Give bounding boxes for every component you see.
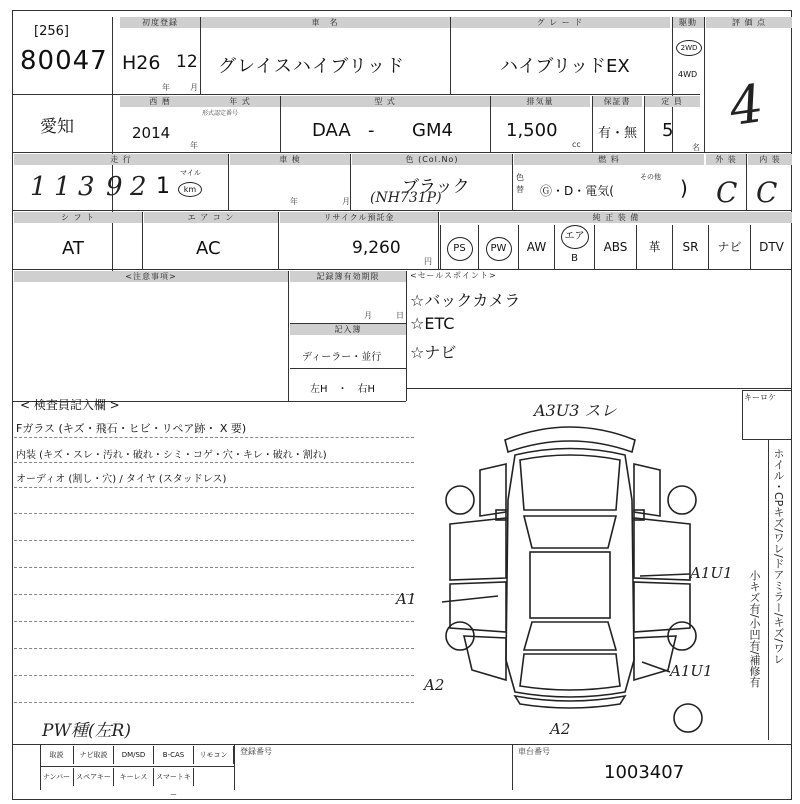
capacity: 5 xyxy=(662,120,674,141)
bottom-keyless: キーレス xyxy=(114,768,154,786)
mileage-digit-3: 3 xyxy=(78,172,95,202)
chassis-number: 1003407 xyxy=(604,762,685,783)
mileage-digit-5: 2 xyxy=(130,172,147,202)
damage-a2-bottom: A2 xyxy=(550,720,571,738)
left-front-fender xyxy=(480,464,506,516)
spare-wheel xyxy=(674,704,702,732)
mileage-digit-6: 1 xyxy=(156,174,170,199)
rule-record-2 xyxy=(290,368,406,369)
ruled-line xyxy=(14,567,414,568)
rule-bottom-mid xyxy=(40,766,234,767)
lot-bracket: [256] xyxy=(34,24,69,39)
mileage-digit-1: 1 xyxy=(30,172,47,202)
hdr-record: 記録簿有効期限 xyxy=(290,271,406,282)
equip-dtv: DTV xyxy=(750,225,792,269)
equip-pw: PW xyxy=(478,225,518,269)
damage-a1-left: A1 xyxy=(396,590,417,608)
right-rear-door xyxy=(634,582,690,632)
rule-v-drive xyxy=(704,17,705,152)
rule-v-r4b xyxy=(278,212,279,269)
ruled-line xyxy=(14,648,414,649)
rule-v-legend xyxy=(768,440,769,740)
model-prefix: DAA xyxy=(312,120,351,141)
left-rear-door xyxy=(450,582,506,632)
hdr-ac: エ ア コ ン xyxy=(144,212,278,223)
bottom-manual: 取説 xyxy=(40,746,74,764)
damage-a3u3: A3U3 スレ xyxy=(534,401,617,420)
sales-point-2: ☆ETC xyxy=(410,314,455,333)
lot-number: 80047 xyxy=(20,46,108,76)
record-dealer: ディーラー・並行 xyxy=(302,352,382,363)
hdr-exterior: 外 装 xyxy=(706,154,746,165)
key-location-label: キーロケ xyxy=(744,393,776,402)
rule-v-r5b xyxy=(406,271,407,401)
recycle-fee: 9,260 xyxy=(352,238,401,258)
rule-v-r2a xyxy=(280,96,281,152)
hdr-registration: 初度登録 xyxy=(120,17,200,28)
rule-v-bottom-a xyxy=(40,744,41,790)
ruled-line xyxy=(14,513,414,514)
equip-airbag: エアB xyxy=(554,225,594,269)
hdr-eval: 評 価 点 xyxy=(706,17,792,28)
color-name: ブラック xyxy=(402,177,470,197)
chassis-label: 車台番号 xyxy=(518,747,550,756)
hdr-inspection: 車 検 xyxy=(230,154,350,165)
wheel-front-left xyxy=(446,486,474,514)
record-steering: 左H ・ 右H xyxy=(310,384,376,395)
left-front-door xyxy=(450,518,506,580)
sales-point-3: ☆ナビ xyxy=(410,343,457,362)
bottom-spare-key: スペアキー xyxy=(74,768,114,786)
mileage-digit-2: 1 xyxy=(54,172,71,202)
fuel-close: ) xyxy=(680,176,688,200)
hdr-recycle: リサイクル預託金 xyxy=(280,212,438,223)
ruled-line xyxy=(14,702,414,703)
inspector-title: < 検査員記入欄 > xyxy=(20,398,120,412)
hdr-fuel: 燃 料 xyxy=(514,154,704,165)
inspector-line-3: オーディオ (割し・穴) / タイヤ (スタッドレス) xyxy=(16,474,227,485)
ruled-line xyxy=(14,462,414,463)
bottom-dmsd: DM/SD xyxy=(114,746,154,764)
damage-a1u1-lower: A1U1 xyxy=(670,662,713,680)
ruled-line xyxy=(14,437,414,438)
hdr-equipment: 純 正 装 備 xyxy=(440,212,792,223)
windshield xyxy=(524,516,616,548)
drive-2wd: 2WD xyxy=(676,40,702,56)
record-month: 月 xyxy=(364,311,372,320)
ruled-line xyxy=(14,675,414,676)
exterior-grade: C xyxy=(716,176,738,209)
ruled-line xyxy=(14,540,414,541)
rule-v-r3d xyxy=(746,154,747,210)
capacity-unit: 名 xyxy=(692,143,700,152)
right-front-door xyxy=(634,518,690,580)
registration-month: 12 xyxy=(176,52,198,72)
hdr-model: 型 式 xyxy=(280,96,490,107)
bottom-plate: ナンバー xyxy=(40,768,74,786)
hdr-warranty: 保証書 xyxy=(592,96,642,107)
rule-v-r2b xyxy=(490,96,491,152)
rule-row5-right xyxy=(406,388,792,389)
rule-v-reg xyxy=(200,17,201,94)
rule-row1 xyxy=(12,94,700,95)
trunk xyxy=(520,654,620,690)
registration-era: H26 xyxy=(122,52,161,74)
rule-record-1 xyxy=(290,323,406,324)
car-diagram xyxy=(420,400,720,740)
displacement: 1,500 xyxy=(506,120,558,141)
rule-row2 xyxy=(12,152,792,153)
rule-v-r5a xyxy=(288,271,289,401)
bottom-remote: リモコン xyxy=(194,746,234,764)
recycle-unit: 円 xyxy=(424,257,432,266)
hdr-car-name: 車 名 xyxy=(200,17,450,28)
equip-aw: AW xyxy=(518,225,554,269)
interior-grade: C xyxy=(756,176,778,209)
hdr-model-year: 年 式 xyxy=(200,96,280,107)
rear-window xyxy=(524,622,616,650)
bottom-smart-key: スマートキー xyxy=(154,768,194,786)
hdr-interior: 内 装 xyxy=(748,154,792,165)
record-day: 日 xyxy=(396,311,404,320)
car-name: グレイスハイブリッド xyxy=(218,56,405,77)
left-rear-fender xyxy=(464,636,506,680)
rule-v-r2c xyxy=(592,96,593,152)
body-outline xyxy=(506,449,634,698)
rule-v-r3b xyxy=(350,154,351,210)
rule-v-r3a xyxy=(228,154,229,210)
mileage-digit-4: 9 xyxy=(106,172,123,202)
hdr-drive: 駆動 xyxy=(672,17,704,28)
model-code: GM4 xyxy=(412,120,453,141)
air-conditioning: AC xyxy=(196,238,221,259)
inspection-year-unit: 年 xyxy=(290,197,298,206)
mileage-unit-km: km xyxy=(178,182,202,197)
displacement-unit: cc xyxy=(572,140,581,149)
rule-v-r4c xyxy=(438,212,439,269)
shift: AT xyxy=(62,238,84,259)
hdr-color: 色 (Col.No) xyxy=(352,154,512,165)
car-grade: ハイブリッドEX xyxy=(500,56,630,77)
hood xyxy=(520,455,620,510)
equip-sunroof: SR xyxy=(672,225,708,269)
bottom-navi-manual: ナビ取説 xyxy=(74,746,114,764)
ruled-line xyxy=(14,594,414,595)
inspector-line-2: 内装 (キズ・スレ・汚れ・破れ・シミ・コゲ・穴・キレ・破れ・割れ) xyxy=(16,450,327,461)
color-code: (NH731P) xyxy=(370,190,442,206)
warranty: 有・無 xyxy=(598,126,638,141)
hdr-mileage: 走 行 xyxy=(14,154,228,165)
wheel-front-right xyxy=(668,486,696,514)
hdr-shift: シ フ ト xyxy=(14,212,142,223)
legend-sub: 小キズ有/小凹有/補修有 xyxy=(748,570,761,688)
fuel-other: その他 xyxy=(640,173,661,181)
registration-month-unit: 月 xyxy=(190,83,198,92)
ruled-line xyxy=(14,621,414,622)
ruled-line xyxy=(14,487,414,488)
hdr-year-western: 西 暦 xyxy=(120,96,200,107)
hdr-notes: <注意事項> xyxy=(14,271,288,282)
legend-main: ホイル・CPキズ/ワレ/ドアミラー/キズ/ワレ xyxy=(772,448,785,665)
rule-v-bottom-c xyxy=(512,744,513,790)
color-change-label: 色替 xyxy=(516,173,524,194)
rule-row3 xyxy=(12,210,792,211)
handwritten-note: PW種(左R) xyxy=(42,721,131,741)
evaluation-score: 4 xyxy=(725,73,768,139)
hdr-record-book: 記入簿 xyxy=(290,324,406,335)
hdr-displacement: 排気量 xyxy=(490,96,590,107)
sales-point-1: ☆バックカメラ xyxy=(410,291,521,310)
region: 愛知 xyxy=(40,117,74,137)
registration-number-label: 登録番号 xyxy=(240,747,272,756)
year-western-suffix: 年 xyxy=(190,141,198,150)
model-dash: - xyxy=(368,120,375,141)
rule-v-r2d xyxy=(644,96,645,152)
rule-v-bottom-b xyxy=(234,744,235,790)
inspector-line-1: Fガラス (キズ・飛石・ヒビ・リペア跡・ X 要) xyxy=(16,422,247,435)
mileage-unit-mile: マイル xyxy=(180,169,201,177)
equip-leather: 革 xyxy=(636,225,672,269)
drive-4wd: 4WD xyxy=(678,70,698,79)
hdr-capacity: 定 員 xyxy=(644,96,700,107)
equip-navi: ナビ xyxy=(708,225,750,269)
year-western: 2014 xyxy=(132,124,171,142)
model-note: 形式認定番号 xyxy=(202,110,239,117)
damage-a1u1-right: A1U1 xyxy=(690,564,733,582)
rule-v-r4a xyxy=(142,212,143,269)
rule-v-lot xyxy=(112,17,113,273)
damage-arrow xyxy=(640,574,690,576)
damage-a2-rear: A2 xyxy=(424,676,445,694)
registration-year-unit: 年 xyxy=(162,83,170,92)
roof xyxy=(530,552,610,618)
damage-arrow xyxy=(642,662,670,672)
hdr-grade: グ レ ー ド xyxy=(450,17,670,28)
rule-v-car xyxy=(450,17,451,94)
rule-bottom xyxy=(12,744,792,745)
rule-v-r3c xyxy=(512,154,513,210)
right-front-fender xyxy=(634,464,660,516)
equip-abs: ABS xyxy=(594,225,636,269)
equip-ps: PS xyxy=(440,225,478,269)
fuel-types: Ⓖ・D・電気( xyxy=(540,184,614,198)
rule-row4 xyxy=(12,269,792,270)
inspection-month-unit: 月 xyxy=(342,197,350,206)
bottom-bcas: B-CAS xyxy=(154,746,194,764)
hdr-sales: <セールスポイント> xyxy=(410,271,497,280)
